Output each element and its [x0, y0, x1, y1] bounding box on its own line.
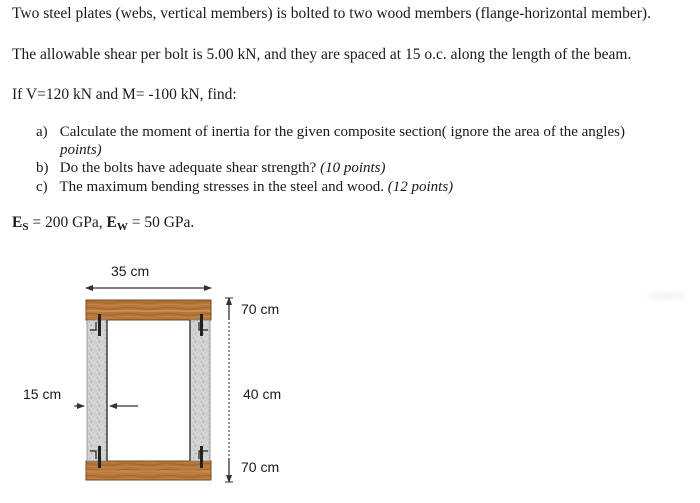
bolt-top-left: [98, 314, 101, 336]
question-c-label: c): [36, 179, 48, 195]
question-a-continuation: points): [60, 142, 102, 158]
bottom-wood-flange: [86, 461, 211, 480]
left-steel-web: [87, 320, 107, 461]
top-wood-flange: [86, 300, 211, 320]
question-a-text: Calculate the moment of inertia for the given composite section( ignore the area of the angles): [59, 124, 625, 140]
question-a-label: a): [36, 124, 48, 140]
es-symbol: E: [12, 214, 23, 231]
top-flange-label: 70 cm: [241, 301, 280, 317]
problem-line-3: If V=120 kN and M= -100 kN, find:: [12, 86, 237, 103]
question-b-label: b): [36, 160, 49, 176]
problem-line-2: The allowable shear per bolt is 5.00 kN, and they are spaced at 15 o.c. along the length of the beam.: [12, 46, 632, 63]
ew-subscript: W: [116, 221, 128, 233]
question-c-text: The maximum bending stresses in the steel and wood.: [59, 179, 385, 195]
ew-symbol: E: [106, 214, 117, 231]
web-thickness-label: 15 cm: [23, 386, 62, 402]
es-subscript: S: [22, 221, 29, 233]
right-steel-web: [190, 320, 210, 461]
photo-glare: [646, 291, 688, 301]
problem-line-1: Two steel plates (webs, vertical members) is bolted to two wood members (flange-horizontal member).: [12, 5, 651, 22]
bolt-bottom-left: [98, 446, 101, 468]
bolt-top-right: [200, 314, 203, 336]
web-height-label: 40 cm: [243, 386, 282, 402]
question-b-points: (10 points): [320, 160, 386, 176]
bottom-flange-label: 70 cm: [241, 459, 280, 475]
question-b-text: Do the bolts have adequate shear strength?: [59, 160, 317, 176]
ew-value: = 50 GPa.: [127, 214, 195, 231]
question-c-points: (12 points): [387, 179, 454, 195]
es-value: = 200 GPa,: [28, 214, 107, 231]
width-label: 35 cm: [111, 263, 150, 279]
bolt-bottom-right: [200, 446, 203, 468]
